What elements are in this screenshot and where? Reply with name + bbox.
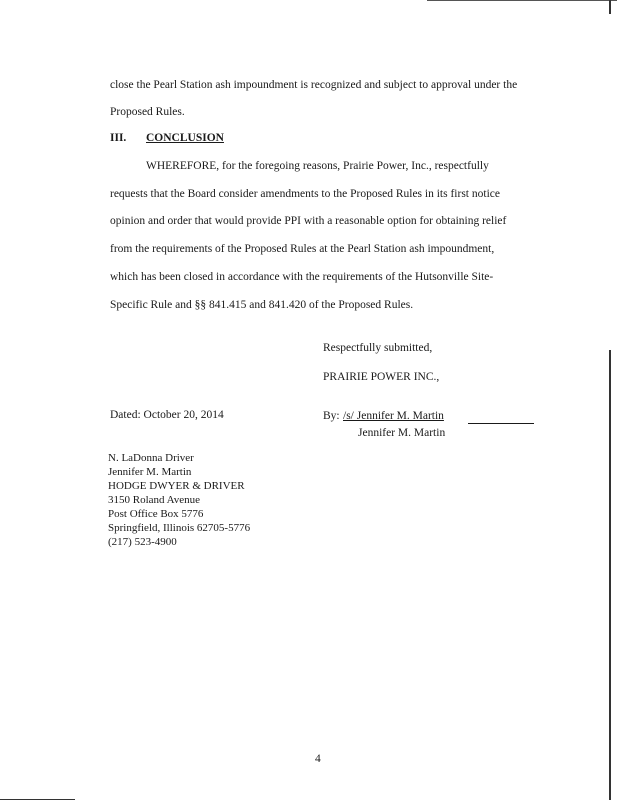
- scan-edge-top: [427, 0, 617, 4]
- dated-line: Dated: October 20, 2014: [110, 409, 224, 421]
- conclusion-line: Specific Rule and §§ 841.415 and 841.420 of the Proposed Rules.: [110, 299, 414, 311]
- section-number: III.: [110, 132, 127, 144]
- conclusion-line: opinion and order that would provide PPI with a reasonable option for obtaining relief: [110, 215, 507, 227]
- counsel-line: Post Office Box 5776: [108, 508, 204, 520]
- counsel-line: Springfield, Illinois 62705-5776: [108, 522, 251, 534]
- counsel-line: N. LaDonna Driver: [108, 452, 194, 464]
- conclusion-line: WHEREFORE, for the foregoing reasons, Prairie Power, Inc., respectfully: [146, 160, 489, 172]
- conclusion-line: from the requirements of the Proposed Rules at the Pearl Station ash impoundment,: [110, 243, 495, 255]
- electronic-signature: /s/ Jennifer M. Martin: [343, 410, 444, 422]
- company-name: PRAIRIE POWER INC.,: [323, 371, 440, 383]
- section-title: CONCLUSION: [146, 132, 224, 144]
- signature-line: [468, 423, 534, 424]
- conclusion-line: which has been closed in accordance with the requirements of the Hutsonville Site-: [110, 271, 494, 283]
- respectfully-submitted: Respectfully submitted,: [323, 342, 433, 354]
- scan-edge-right-top: [609, 0, 611, 14]
- counsel-line: HODGE DWYER & DRIVER: [108, 480, 245, 492]
- counsel-line: (217) 523-4900: [108, 536, 177, 548]
- scan-edge-right: [609, 350, 611, 800]
- counsel-line: 3150 Roland Avenue: [108, 494, 201, 506]
- by-label: By:: [323, 410, 340, 422]
- body-line: Proposed Rules.: [110, 106, 185, 118]
- page-number: 4: [315, 753, 321, 765]
- body-line: close the Pearl Station ash impoundment is recognized and subject to approval under the: [110, 79, 518, 91]
- counsel-line: Jennifer M. Martin: [108, 466, 192, 478]
- conclusion-line: requests that the Board consider amendments to the Proposed Rules in its first notice: [110, 188, 500, 200]
- printed-name: Jennifer M. Martin: [358, 427, 446, 439]
